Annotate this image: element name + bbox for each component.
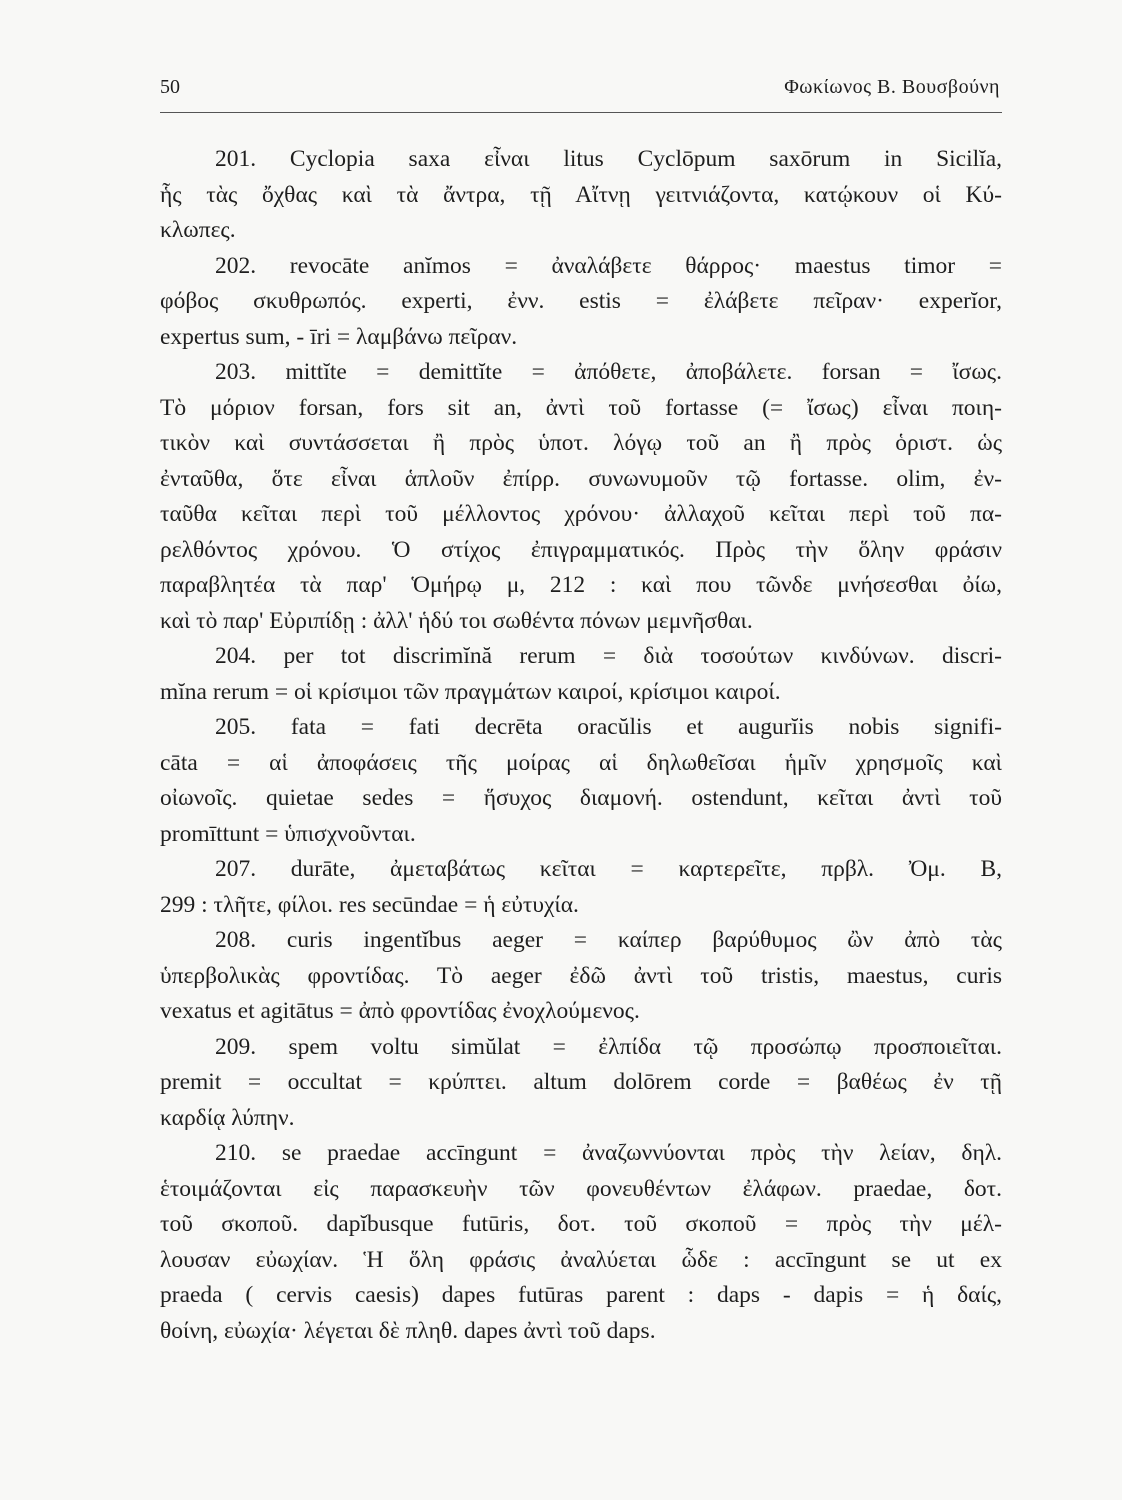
text-line: φόβος σκυθρωπός. experti, ἐνν. estis = ἐλάβετε πεῖραν· experĭor, xyxy=(160,288,1002,314)
text-line: οἰωνοῖς. quietae sedes = ἥσυχος διαμονή. ostendunt, κεῖται ἀντὶ τοῦ xyxy=(160,785,1002,811)
text-line: expertus sum, - īri = λαμβάνω πεῖραν. xyxy=(160,323,518,350)
commentary-paragraph xyxy=(160,142,1002,249)
text-line: καὶ τὸ παρ' Εὐριπίδῃ : ἀλλ' ἡδύ τοι σωθέντα πόνων μεμνῆσθαι. xyxy=(160,607,753,634)
text-line: ἑτοιμάζονται εἰς παρασκευὴν τῶν φονευθέντων ἐλάφων. praedae, δοτ. xyxy=(160,1175,1002,1202)
text-line: 203. mittĭte = demittĭte = ἀπόθετε, ἀποβάλετε. forsan = ἴσως. xyxy=(215,359,1002,385)
text-line: ἧς τὰς ὄχθας καὶ τὰ ἄντρα, τῇ Αἴτνῃ γειτνιάζοντα, κατῴκουν οἱ Κύ- xyxy=(160,181,1002,208)
text-line: ταῦθα κεῖται περὶ τοῦ μέλλοντος χρόνου· ἀλλαχοῦ κεῖται περὶ τοῦ πα- xyxy=(160,501,1002,527)
text-line: Τὸ μόριον forsan, fors sit an, ἀντὶ τοῦ fortasse (= ἴσως) εἶναι ποιη- xyxy=(160,394,1002,421)
header-rule xyxy=(160,112,1002,113)
text-line: promīttunt = ὑπισχνοῦνται. xyxy=(160,820,416,847)
text-line: 299 : τλῆτε, φίλοι. res secūndae = ἡ εὐτυχία. xyxy=(160,891,579,918)
text-line: praeda ( cervis caesis) dapes futūras parent : daps - dapis = ἡ δαίς, xyxy=(160,1282,1002,1308)
text-line: παραβλητέα τὰ παρ' Ὁμήρῳ μ, 212 : καὶ που τῶνδε μνήσεσθαι ὀίω, xyxy=(160,572,1002,598)
text-line: τικὸν καὶ συντάσσεται ἢ πρὸς ὑποτ. λόγῳ τοῦ an ἢ πρὸς ὁριστ. ὡς xyxy=(160,430,1002,456)
commentary-paragraph xyxy=(160,1136,1002,1349)
commentary-paragraph xyxy=(160,355,1002,639)
text-line: premit = occultat = κρύπτει. altum dolōrem corde = βαθέως ἐν τῇ xyxy=(160,1069,1002,1095)
text-line: 201. Cyclopia saxa εἶναι litus Cyclōpum saxōrum in Sicilĭa, xyxy=(215,146,1002,172)
commentary-paragraph xyxy=(160,249,1002,356)
text-line: 207. durāte, ἀμεταβάτως κεῖται = καρτερεῖτε, πρβλ. Ὀμ. Β, xyxy=(215,856,1002,882)
text-line: λουσαν εὐωχίαν. Ἡ ὅλη φράσις ἀναλύεται ὧδε : accīngunt se ut ex xyxy=(160,1246,1002,1273)
text-line: 209. spem voltu simŭlat = ἐλπίδα τῷ προσώπῳ προσποιεῖται. xyxy=(215,1033,1002,1060)
commentary-body xyxy=(160,142,1002,1349)
page-number: 50 xyxy=(160,76,180,98)
text-line: καρδίᾳ λύπην. xyxy=(160,1104,295,1131)
text-line: θοίνη, εὐωχία· λέγεται δὲ πληθ. dapes ἀντὶ τοῦ daps. xyxy=(160,1317,656,1344)
commentary-paragraph xyxy=(160,710,1002,852)
commentary-paragraph xyxy=(160,639,1002,710)
commentary-paragraph xyxy=(160,1030,1002,1137)
text-line: κλωπες. xyxy=(160,217,236,243)
commentary-paragraph xyxy=(160,923,1002,1030)
commentary-paragraph xyxy=(160,852,1002,923)
text-line: τοῦ σκοποῦ. dapĭbusque futūris, δοτ. τοῦ σκοποῦ = πρὸς τὴν μέλ- xyxy=(160,1211,1002,1237)
running-head: Φωκίωνος Β. Βουσβούνη xyxy=(784,76,1000,98)
text-line: mĭna rerum = οἱ κρίσιμοι τῶν πραγμάτων καιροί, κρίσιμοι καιροί. xyxy=(160,678,781,705)
text-line: ἐνταῦθα, ὅτε εἶναι ἁπλοῦν ἐπίρρ. συνωνυμοῦν τῷ fortasse. olim, ἐν- xyxy=(160,465,1002,492)
text-line: 204. per tot discrimĭnă rerum = διὰ τοσούτων κινδύνων. discri- xyxy=(215,643,1002,669)
text-line: 210. se praedae accīngunt = ἀναζωννύονται πρὸς τὴν λείαν, δηλ. xyxy=(215,1140,1002,1166)
text-line: ὑπερβολικὰς φροντίδας. Τὸ aeger ἐδῶ ἀντὶ τοῦ tristis, maestus, curis xyxy=(160,962,1002,989)
text-line: ρελθόντος χρόνου. Ὁ στίχος ἐπιγραμματικός. Πρὸς τὴν ὅλην φράσιν xyxy=(160,536,1002,563)
text-line: 208. curis ingentĭbus aeger = καίπερ βαρύθυμος ὢν ἀπὸ τὰς xyxy=(215,927,1002,953)
text-line: 205. fata = fati decrēta oracŭlis et augurĭis nobis signifi- xyxy=(215,714,1002,740)
text-line: 202. revocāte anĭmos = ἀναλάβετε θάρρος· maestus timor = xyxy=(215,252,1002,279)
text-line: cāta = αἱ ἀποφάσεις τῆς μοίρας αἱ δηλωθεῖσαι ἡμῖν χρησμοῖς καὶ xyxy=(160,749,1002,776)
text-line: vexatus et agitātus = ἀπὸ φροντίδας ἐνοχλούμενος. xyxy=(160,998,640,1024)
